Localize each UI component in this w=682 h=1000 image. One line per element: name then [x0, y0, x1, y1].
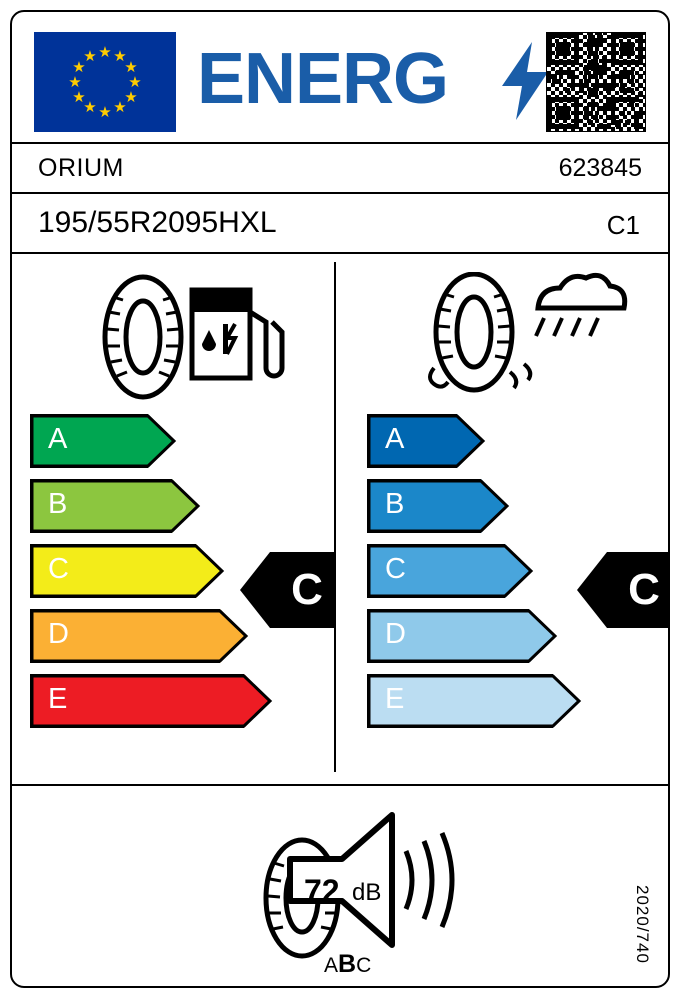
brand-row [12, 144, 668, 192]
tyre-icon [105, 277, 181, 397]
rating-bar-letter: D [48, 618, 69, 650]
noise-class-a: A [324, 954, 339, 977]
rating-bar-letter: E [48, 683, 68, 715]
brand-name: ORIUM [38, 154, 124, 182]
rating-bar-letter: B [48, 488, 68, 520]
fuel-efficiency-pictogram [87, 272, 287, 402]
noise-class-b: B [338, 950, 357, 978]
eu-star-icon: ★ [83, 99, 97, 117]
tyre-class: C1 [606, 210, 640, 240]
article-number: 623845 [558, 154, 642, 182]
noise-class-c: C [356, 954, 372, 977]
eu-star-icon: ★ [124, 88, 138, 106]
rating-bar-letter: C [385, 553, 406, 585]
eu-star-icon: ★ [113, 47, 127, 65]
rating-bar-letter: A [385, 423, 405, 455]
size-row [12, 194, 668, 252]
noise-value: 72 [304, 873, 340, 909]
wet-grip-pictogram [412, 272, 632, 402]
eu-flag-icon [34, 32, 176, 132]
qr-code-icon [546, 32, 646, 132]
rating-bar-letter: D [385, 618, 406, 650]
eu-star-icon: ★ [98, 103, 112, 121]
label-header [12, 12, 668, 142]
fuel-efficiency-result [240, 552, 336, 628]
rating-bar-letter: E [385, 683, 405, 715]
result-arrow-icon [577, 552, 607, 628]
noise-class-scale [324, 950, 371, 979]
wet-grip-grade: C [628, 565, 660, 614]
rating-bar-letter: B [385, 488, 405, 520]
eu-star-icon: ★ [124, 58, 138, 76]
column-divider [334, 262, 336, 772]
divider-4 [12, 784, 668, 786]
fuel-efficiency-grade: C [291, 565, 323, 614]
noise-unit: dB [352, 879, 382, 906]
tyre-wet-icon [430, 274, 530, 390]
lightning-bolt-icon [502, 42, 548, 120]
eu-star-icon: ★ [83, 47, 97, 65]
eu-star-icon: ★ [72, 58, 86, 76]
eu-star-icon: ★ [128, 73, 142, 91]
eu-star-icon: ★ [72, 88, 86, 106]
sound-waves-icon [406, 833, 452, 927]
eu-star-icon: ★ [68, 73, 82, 91]
rating-bar-letter: A [48, 423, 68, 455]
page-title: ENERG [197, 39, 449, 119]
eu-star-icon: ★ [113, 99, 127, 117]
regulation-reference: 2020/740 [633, 885, 652, 964]
wet-grip-result [577, 552, 670, 628]
result-arrow-icon [240, 552, 270, 628]
rain-cloud-icon [536, 275, 625, 336]
energy-label [10, 10, 670, 988]
ratings-section [12, 254, 668, 784]
eu-star-icon: ★ [98, 43, 112, 61]
fuel-pump-icon [192, 290, 282, 378]
tyre-size: 195/55R2095HXL [38, 206, 277, 239]
rating-bar-letter: C [48, 553, 69, 585]
